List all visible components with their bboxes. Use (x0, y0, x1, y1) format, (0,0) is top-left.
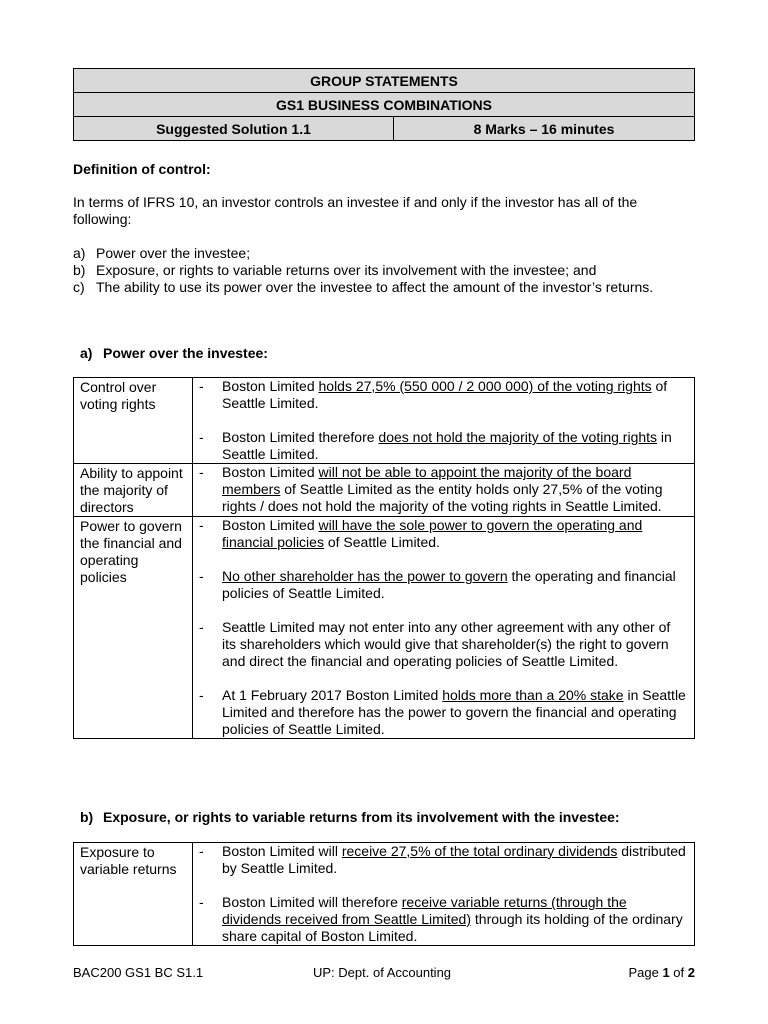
row-label: Power to govern the financial and operating policies (74, 517, 193, 739)
underlined-text: holds more than a 20% stake (442, 687, 624, 703)
point-text: of Seattle Limited. (323, 534, 440, 550)
definition-intro: In terms of IFRS 10, an investor controls an investee if and only if the investor has all of the following: (73, 194, 638, 227)
row-label: Exposure to variable returns (74, 843, 193, 946)
bullet-point (199, 568, 688, 602)
definition-item: a) Power over the investee; (73, 245, 251, 261)
point-text: Boston Limited (222, 517, 319, 533)
point-text: Boston Limited therefore (222, 429, 379, 445)
footer-course-code: BAC200 GS1 BC S1.1 (73, 965, 204, 980)
point-text: At 1 February 2017 Boston Limited (222, 687, 443, 703)
underlined-text: does not hold the majority of the voting rights (378, 429, 658, 445)
table-row (74, 517, 695, 739)
underlined-text: receive variable returns (through the dividends received from Seattle Limited) (222, 894, 627, 927)
header-table (73, 68, 695, 141)
footer-department: UP: Dept. of Accounting (313, 965, 452, 980)
bullet-point (199, 619, 688, 670)
power-table (73, 377, 695, 739)
underlined-text: receive 27,5% of the total ordinary dividends (341, 843, 618, 859)
header-marks: 8 Marks – 16 minutes (394, 117, 695, 141)
point-text: Boston Limited will therefore (222, 894, 402, 910)
bullet-point (199, 429, 688, 463)
header-subtitle: GS1 BUSINESS COMBINATIONS (74, 93, 695, 117)
bullet-point (199, 687, 688, 738)
point-text: Boston Limited (222, 464, 319, 480)
footer-page-number: Page 1 of 2 (628, 965, 695, 980)
point-text: Boston Limited will (222, 843, 342, 859)
row-body (193, 517, 695, 739)
row-body (193, 464, 695, 517)
bullet-dash: - (199, 568, 204, 584)
section-b-heading: b) Exposure, or rights to variable returns from its involvement with the investee: (80, 809, 620, 825)
table-row (74, 464, 695, 517)
bullet-dash: - (199, 464, 204, 480)
point-text: in Seattle Limited and therefore has the power to govern the financial and operating policies of Seattle Limited. (222, 687, 686, 737)
bullet-dash: - (199, 619, 204, 635)
point-text: distributed by Seattle Limited. (222, 843, 686, 876)
row-body (193, 378, 695, 464)
definition-list (73, 245, 695, 296)
row-label: Ability to appoint the majority of directors (74, 464, 193, 517)
header-title: GROUP STATEMENTS (74, 69, 695, 93)
bullet-point (199, 378, 688, 412)
point-text: through its holding of the ordinary share capital of Boston Limited. (222, 911, 683, 944)
underlined-text: will not be able to appoint the majority of the board members (222, 464, 632, 497)
exposure-table (73, 842, 695, 946)
underlined-text: will have the sole power to govern the operating and financial policies (222, 517, 643, 550)
bullet-point (199, 843, 688, 877)
row-label: Control over voting rights (74, 378, 193, 464)
bullet-dash: - (199, 429, 204, 445)
header-solution: Suggested Solution 1.1 (74, 117, 394, 141)
bullet-dash: - (199, 894, 204, 910)
underlined-text: No other shareholder has the power to govern (222, 568, 508, 584)
point-text: in Seattle Limited. (222, 429, 672, 462)
definition-item: c) The ability to use its power over the investee to affect the amount of the investor’s returns. (73, 279, 654, 295)
bullet-point (199, 464, 688, 515)
point-text: of Seattle Limited. (222, 378, 668, 411)
point-text: the operating and financial policies of Seattle Limited. (222, 568, 676, 601)
underlined-text: holds 27,5% (550 000 / 2 000 000) of the voting rights (318, 378, 652, 394)
point-text: of Seattle Limited as the entity holds only 27,5% of the voting rights / does not hold the majority of the voting rights in Seattle Limited. (222, 481, 663, 514)
table-row (74, 843, 695, 946)
bullet-dash: - (199, 378, 204, 394)
bullet-dash: - (199, 843, 204, 859)
section-a-heading: a) Power over the investee: (80, 345, 268, 361)
point-text: Seattle Limited may not enter into any other agreement with any other of its shareholders which would give that shareholder(s) the right to govern and direct the financial and operating policies of Seattle Limited. (222, 619, 671, 669)
bullet-point (199, 894, 688, 945)
bullet-dash: - (199, 517, 204, 533)
table-row (74, 378, 695, 464)
point-text: Boston Limited (222, 378, 319, 394)
bullet-dash: - (199, 687, 204, 703)
bullet-point (199, 517, 688, 551)
row-body (193, 843, 695, 946)
definition-item: b) Exposure, or rights to variable returns over its involvement with the investee; and (73, 262, 597, 278)
definition-heading: Definition of control: (73, 161, 211, 177)
